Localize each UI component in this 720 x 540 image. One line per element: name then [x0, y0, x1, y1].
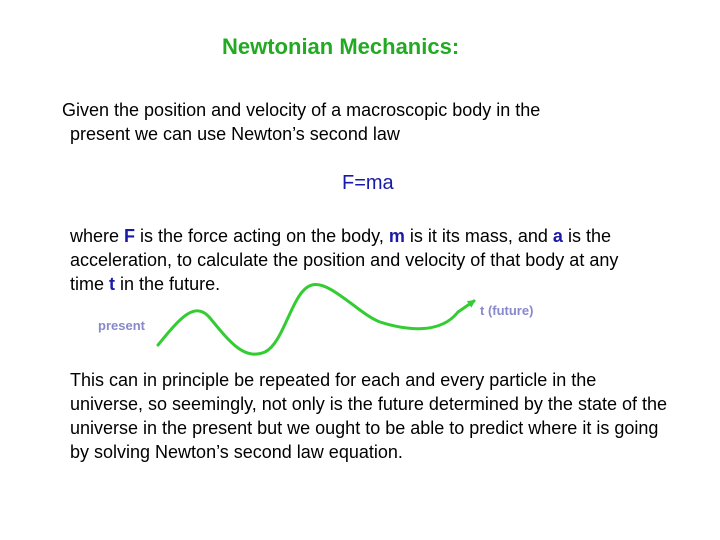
- mass-symbol: m: [388, 226, 405, 246]
- time-symbol: t: [109, 274, 116, 294]
- explanation-part-4: is the acceleration, to calculate the position and velocity of that body at any time: [70, 226, 619, 294]
- trajectory-curve: [158, 285, 474, 355]
- explanation-part-1: where: [70, 226, 125, 246]
- force-symbol: F: [124, 226, 136, 246]
- explanation-part-2: is the force acting on the body,: [135, 226, 389, 246]
- acceleration-symbol: a: [552, 226, 563, 246]
- present-label: present: [98, 318, 145, 333]
- future-label: t (future): [480, 303, 534, 318]
- explanation-part-5: in the future.: [115, 274, 221, 294]
- slide-title: Newtonian Mechanics:: [222, 34, 460, 59]
- closing-text: This can in principle be repeated for each and every particle in the universe, so seemingly, not only is the future determined by the state of the universe in the present but we ought to be able to predict where it is going by solving Newton’s second law equation.: [70, 370, 667, 462]
- explanation-part-3: is it its mass, and: [404, 226, 553, 246]
- intro-line-2: present we can use Newton’s second law: [70, 124, 400, 144]
- intro-line-1: Given the position and velocity of a macroscopic body in the: [62, 100, 541, 120]
- equation: F=ma: [342, 172, 394, 194]
